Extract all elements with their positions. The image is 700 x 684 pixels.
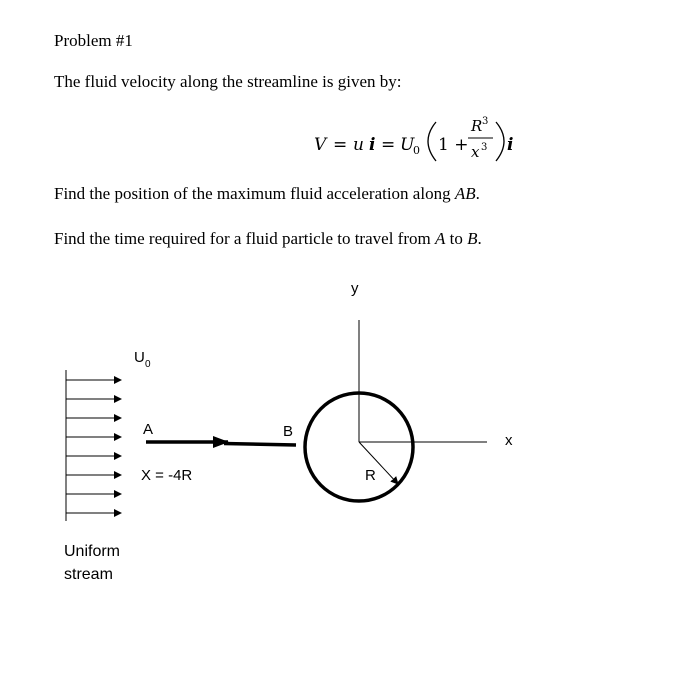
streamline-segment <box>224 444 296 446</box>
label-y: y <box>351 280 359 297</box>
stream-label-line2: stream <box>64 566 113 583</box>
label-position: X = -4R <box>141 467 193 484</box>
question-1-period: . <box>475 184 480 203</box>
question-2-period: . <box>477 229 482 248</box>
question-1-segment: AB <box>454 184 476 203</box>
label-U-sub: 0 <box>145 359 151 370</box>
question-2-text: Find the time required for a fluid particle to travel from <box>54 229 435 248</box>
eq-u: u <box>353 135 364 155</box>
label-B: B <box>283 423 294 440</box>
question-2-point-a: A <box>434 229 446 248</box>
uniform-stream-arrows <box>66 370 121 521</box>
eq-x: x <box>471 143 480 161</box>
eq-U: U <box>400 135 415 155</box>
label-x: x <box>505 432 513 449</box>
eq-R: R <box>471 117 483 135</box>
eq-i-bold: i <box>369 135 376 155</box>
stream-label-line1: Uniform <box>64 543 121 560</box>
question-2-point-b: B <box>467 229 478 248</box>
eq-V: V <box>314 135 327 155</box>
label-U: U <box>134 349 145 366</box>
eq-R-exp: 3 <box>482 116 489 127</box>
label-R: R <box>365 467 376 484</box>
problem-title: Problem #1 <box>54 31 133 50</box>
label-A: A <box>143 421 154 438</box>
eq-equals-2: = <box>381 135 396 155</box>
question-2-to: to <box>445 229 468 248</box>
eq-i-end: i <box>507 135 514 155</box>
eq-x-exp: 3 <box>481 142 488 153</box>
eq-equals-1: = <box>333 135 348 155</box>
eq-U-sub: 0 <box>413 144 420 157</box>
intro-text: The fluid velocity along the streamline is given by: <box>54 72 402 91</box>
question-1-text: Find the position of the maximum fluid acceleration along <box>54 184 455 203</box>
eq-one-plus: 1 + <box>438 135 469 155</box>
